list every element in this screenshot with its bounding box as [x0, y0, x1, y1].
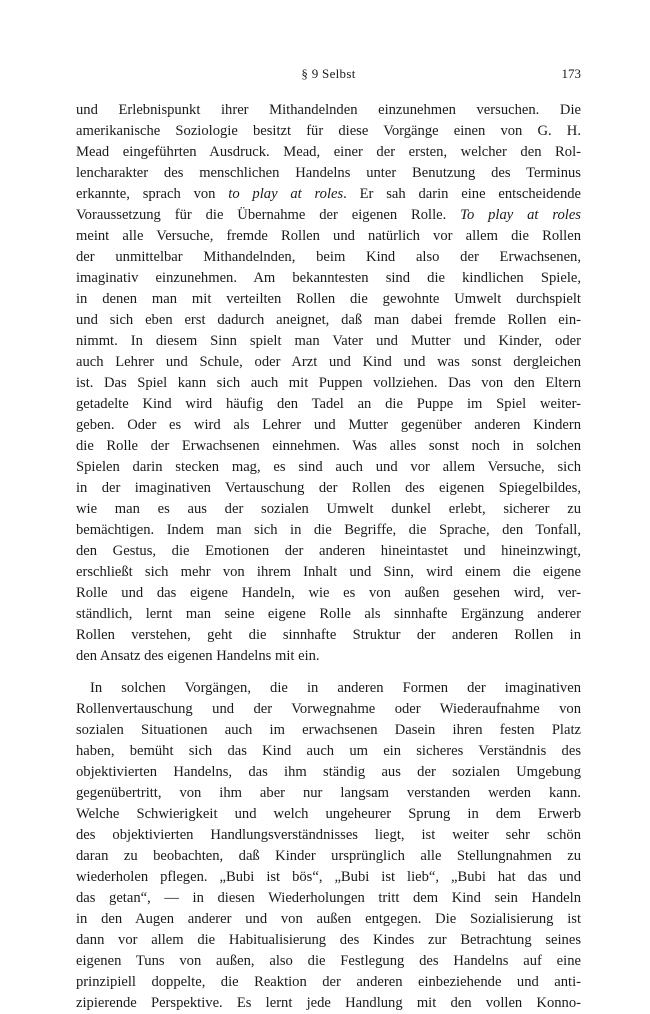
- text-line: ständlich, lernt man seine eigene Rolle als sinnhafte Ergänzung anderer: [76, 606, 581, 622]
- text-line: nimmt. In diesem Sinn spielt man Vater und Mutter und Kinder, oder: [76, 333, 581, 349]
- text-line: Rolle und das eigene Handeln, wie es von außen gesehen wird, ver-: [76, 585, 581, 601]
- text-line: geben. Oder es wird als Lehrer und Mutter gegenüber anderen Kindern: [76, 417, 581, 433]
- emphasis-term: To play at roles: [460, 207, 581, 223]
- text-line: bemächtigen. Indem man sich in die Begriffe, die Sprache, den Tonfall,: [76, 522, 581, 538]
- text-line: Rollen verstehen, geht die sinnhafte Struktur der anderen Rollen in: [76, 627, 581, 643]
- emphasis-term: to play at roles: [228, 186, 344, 202]
- text-line: Spielen darin stecken mag, es sind auch und vor allem Versuche, sich: [76, 459, 581, 475]
- text-line: in der imaginativen Vertauschung der Rollen des eigenen Spiegelbildes,: [76, 480, 581, 496]
- text-line: die Rolle der Erwachsenen einnehmen. Was alles sonst noch in solchen: [76, 438, 581, 454]
- text-line: in denen man mit verteilten Rollen die gewohnte Umwelt durchspielt: [76, 291, 581, 307]
- text-line: des objektivierten Handlungsverständnisses liegt, ist weiter sehr schön: [76, 827, 581, 843]
- paragraph-2: [76, 678, 581, 1014]
- paragraph-gap: [76, 667, 581, 678]
- text-line: erschließt sich mehr von ihrem Inhalt und Sinn, wird einem die eigene: [76, 564, 581, 580]
- text-line: Mead eingeführten Ausdruck. Mead, einer der ersten, welcher den Rol-: [76, 144, 581, 160]
- text-line: objektivierten Handelns, das ihm ständig aus der sozialen Umgebung: [76, 764, 581, 780]
- page-number: 173: [561, 66, 581, 81]
- text-line: in den Augen anderer und von außen entgegen. Die Sozialisierung ist: [76, 911, 581, 927]
- text-line: und Erlebnispunkt ihrer Mithandelnden einzunehmen versuchen. Die: [76, 102, 581, 118]
- text-line: wie man es aus der sozialen Umwelt dunkel erlebt, sicherer zu: [76, 501, 581, 517]
- text-line: Welche Schwierigkeit und welch ungeheurer Sprung in dem Erwerb: [76, 806, 581, 822]
- text-line: das getan“, — in diesen Wiederholungen tritt dem Kind sein Handeln: [76, 890, 581, 906]
- text-line: gegenübertritt, von ihm aber nur langsam verstanden werden kann.: [76, 785, 581, 801]
- text-line: lencharakter des menschlichen Handelns unter Benutzung des Terminus: [76, 165, 581, 181]
- text-line: dann vor allem die Habitualisierung des Kindes zur Betrachtung seines: [76, 932, 581, 948]
- text-line: zipierende Perspektive. Es lernt jede Handlung mit den vollen Konno-: [76, 995, 581, 1011]
- text-line: Rollenvertauschung und der Vorwegnahme oder Wiederaufnahme von: [76, 701, 581, 717]
- page-header: [76, 66, 581, 88]
- text-line: auch Lehrer und Schule, oder Arzt und Kind und was sonst dergleichen: [76, 354, 581, 370]
- text-line: eigenen Tuns von außen, also die Festlegung des Handelns auf eine: [76, 953, 581, 969]
- text-line: den Gestus, die Emotionen der anderen hineintastet und hineinzwingt,: [76, 543, 581, 559]
- text-line: amerikanische Soziologie besitzt für diese Vorgänge einen von G. H.: [76, 123, 581, 139]
- text-line: getadelte Kind wird häufig den Tadel an die Puppe im Spiel weiter-: [76, 396, 581, 412]
- text-line: den Ansatz des eigenen Handelns mit ein.: [76, 648, 320, 664]
- text-line: sozialen Situationen auch im erwachsenen Dasein ihren festen Platz: [76, 722, 581, 738]
- text-line: wiederholen pflegen. „Bubi ist bös“, „Bubi ist lieb“, „Bubi hat das und: [76, 869, 581, 885]
- text-line: und sich eben erst dadurch aneignet, daß man dabei fremde Rollen ein-: [76, 312, 581, 328]
- text-line: Voraussetzung für die Übernahme der eigenen Rolle. To play at roles: [76, 207, 581, 223]
- text-line: erkannte, sprach von to play at roles. Er sah darin eine entscheidende: [76, 186, 581, 202]
- paragraph-1: [76, 100, 581, 667]
- text-line: In solchen Vorgängen, die in anderen Formen der imaginativen: [90, 680, 581, 696]
- text-line: der unmittelbar Mithandelnden, beim Kind also der Erwachsenen,: [76, 249, 581, 265]
- text-line: daran zu beobachten, daß Kinder ursprünglich alle Stellungnahmen zu: [76, 848, 581, 864]
- text-line: meint alle Versuche, fremde Rollen und natürlich vor allem die Rollen: [76, 228, 581, 244]
- text-line: ist. Das Spiel kann sich auch mit Puppen vollziehen. Das von den Eltern: [76, 375, 581, 391]
- text-line: haben, bemüht sich das Kind auch um ein sicheres Verständnis des: [76, 743, 581, 759]
- text-line: imaginativ einzunehmen. Am bekanntesten sind die kindlichen Spiele,: [76, 270, 581, 286]
- text-line: prinzipiell doppelte, die Reaktion der anderen einbeziehende und anti-: [76, 974, 581, 990]
- book-page: [76, 66, 581, 1014]
- running-head: § 9 Selbst: [301, 66, 356, 81]
